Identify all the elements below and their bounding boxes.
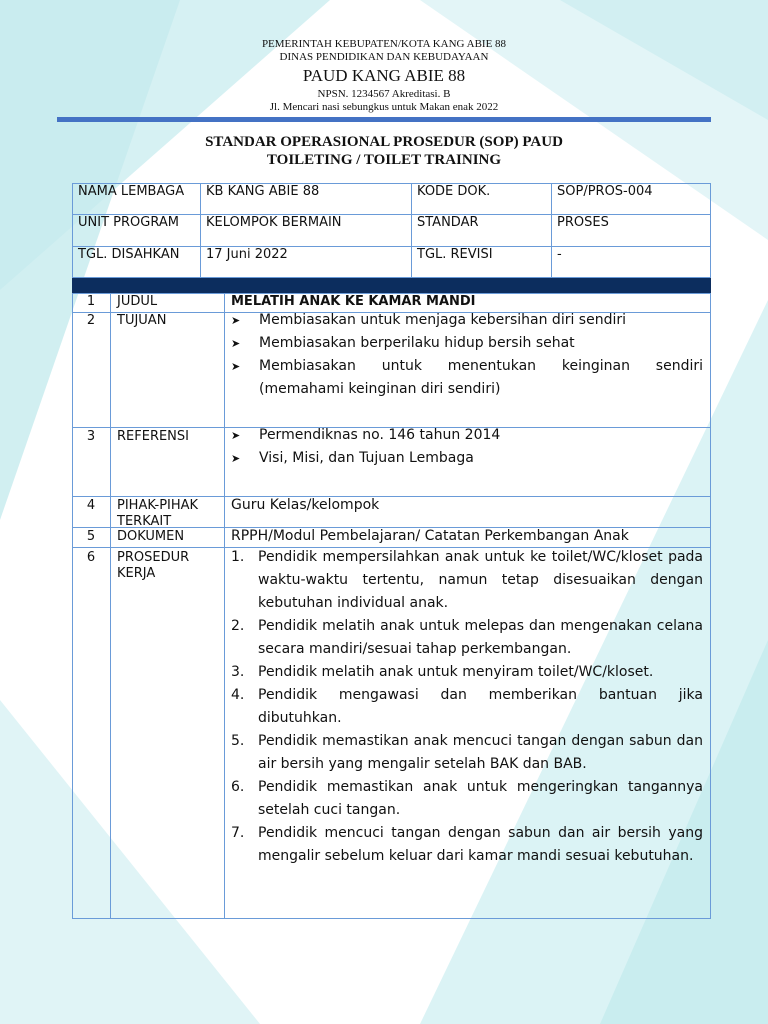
info-label-standar: STANDAR bbox=[417, 215, 479, 230]
arrowhead-bullet-icon: ➤ bbox=[231, 314, 241, 327]
row-label-pihak: PIHAK-PIHAK TERKAIT bbox=[117, 498, 199, 529]
info-value-kode: SOP/PROS-004 bbox=[557, 184, 653, 199]
arrowhead-bullet-icon: ➤ bbox=[231, 452, 241, 465]
document-title bbox=[0, 133, 768, 169]
row-label-tujuan: TUJUAN bbox=[117, 313, 167, 328]
npsn-line: NPSN. 1234567 Akreditasi. B bbox=[317, 88, 451, 100]
procedure-step: 3. Pendidik melatih anak untuk menyiram toilet/WC/kloset. bbox=[231, 661, 703, 684]
info-label-kode: KODE DOK. bbox=[417, 184, 491, 199]
title-line-2: TOILETING / TOILET TRAINING bbox=[266, 152, 502, 168]
step-number: 5. bbox=[231, 733, 245, 749]
letterhead bbox=[0, 38, 768, 114]
procedure-step: 2. Pendidik melatih anak untuk melepas dan mengenakan celana secara mandiri/sesuai tahap perkembangan. bbox=[231, 615, 703, 661]
school-name: PAUD KANG ABIE 88 bbox=[302, 66, 466, 85]
step-number: 4. bbox=[231, 687, 245, 703]
info-col-divider bbox=[411, 183, 412, 278]
sop-col-divider bbox=[110, 293, 111, 919]
tujuan-item: ➤ Membiasakan untuk menentukan keinginan sendiri (memahami keinginan diri sendiri) bbox=[231, 355, 703, 401]
info-value-unit: KELOMPOK BERMAIN bbox=[206, 215, 342, 230]
info-value-standar: PROSES bbox=[557, 215, 609, 230]
government-line: PEMERINTAH KEBUPATEN/KOTA KANG ABIE 88 bbox=[261, 38, 507, 50]
sop-col-divider bbox=[224, 293, 225, 919]
row-label-prosedur: PROSEDUR KERJA bbox=[117, 550, 190, 581]
row-label-judul: JUDUL bbox=[117, 294, 158, 309]
referensi-item: ➤ Visi, Misi, dan Tujuan Lembaga bbox=[231, 447, 703, 470]
arrowhead-bullet-icon: ➤ bbox=[231, 429, 241, 442]
step-number: 7. bbox=[231, 825, 245, 841]
row-number: 5 bbox=[86, 529, 96, 544]
department-line: DINAS PENDIDIKAN DAN KEBUDAYAAN bbox=[279, 51, 489, 63]
info-value-revisi: - bbox=[557, 247, 562, 262]
info-label-disahkan: TGL. DISAHKAN bbox=[78, 247, 180, 262]
step-number: 2. bbox=[231, 618, 245, 634]
step-number: 1. bbox=[231, 549, 245, 565]
procedure-step: 4. Pendidik mengawasi dan memberikan bantuan jika dibutuhkan. bbox=[231, 684, 703, 730]
table-header-band bbox=[72, 278, 711, 293]
row-number: 2 bbox=[86, 313, 96, 328]
address-line: Jl. Mencari nasi sebungkus untuk Makan enak 2022 bbox=[269, 101, 499, 113]
row-number: 4 bbox=[86, 498, 96, 513]
tujuan-item: ➤ Membiasakan untuk menjaga kebersihan diri sendiri bbox=[231, 309, 703, 332]
row-number: 3 bbox=[86, 429, 96, 444]
row-value-dokumen: RPPH/Modul Pembelajaran/ Catatan Perkembangan Anak bbox=[231, 528, 629, 544]
tujuan-item: ➤ Membiasakan berperilaku hidup bersih sehat bbox=[231, 332, 703, 355]
row-number: 1 bbox=[86, 294, 96, 309]
info-col-divider bbox=[551, 183, 552, 278]
info-col-divider bbox=[200, 183, 201, 278]
info-label-revisi: TGL. REVISI bbox=[417, 247, 493, 262]
row-value-judul: MELATIH ANAK KE KAMAR MANDI bbox=[231, 294, 476, 309]
arrowhead-bullet-icon: ➤ bbox=[231, 360, 241, 373]
arrowhead-bullet-icon: ➤ bbox=[231, 337, 241, 350]
info-label-lembaga: NAMA LEMBAGA bbox=[78, 184, 185, 199]
info-label-unit: UNIT PROGRAM bbox=[78, 215, 179, 230]
letterhead-divider bbox=[57, 117, 711, 122]
row-value-pihak: Guru Kelas/kelompok bbox=[231, 497, 380, 513]
step-number: 3. bbox=[231, 664, 245, 680]
step-number: 6. bbox=[231, 779, 245, 795]
row-label-dokumen: DOKUMEN bbox=[117, 529, 185, 544]
procedure-step: 7. Pendidik mencuci tangan dengan sabun dan air bersih yang mengalir sebelum keluar dari kamar mandi sesuai kebutuhan. bbox=[231, 822, 703, 868]
procedure-step: 6. Pendidik memastikan anak untuk mengeringkan tangannya setelah cuci tangan. bbox=[231, 776, 703, 822]
row-number: 6 bbox=[86, 550, 96, 565]
procedure-step: 1. Pendidik mempersilahkan anak untuk ke toilet/WC/kloset pada waktu-waktu tertentu, namun tetap disesuaikan dengan kebutuhan individual anak. bbox=[231, 546, 703, 615]
procedure-step: 5. Pendidik memastikan anak mencuci tangan dengan sabun dan air bersih yang mengalir setelah BAK dan BAB. bbox=[231, 730, 703, 776]
info-value-lembaga: KB KANG ABIE 88 bbox=[206, 184, 320, 199]
referensi-item: ➤ Permendiknas no. 146 tahun 2014 bbox=[231, 424, 703, 447]
row-label-referensi: REFERENSI bbox=[117, 429, 189, 444]
title-line-1: STANDAR OPERASIONAL PROSEDUR (SOP) PAUD bbox=[205, 134, 563, 150]
info-value-disahkan: 17 Juni 2022 bbox=[206, 247, 288, 262]
